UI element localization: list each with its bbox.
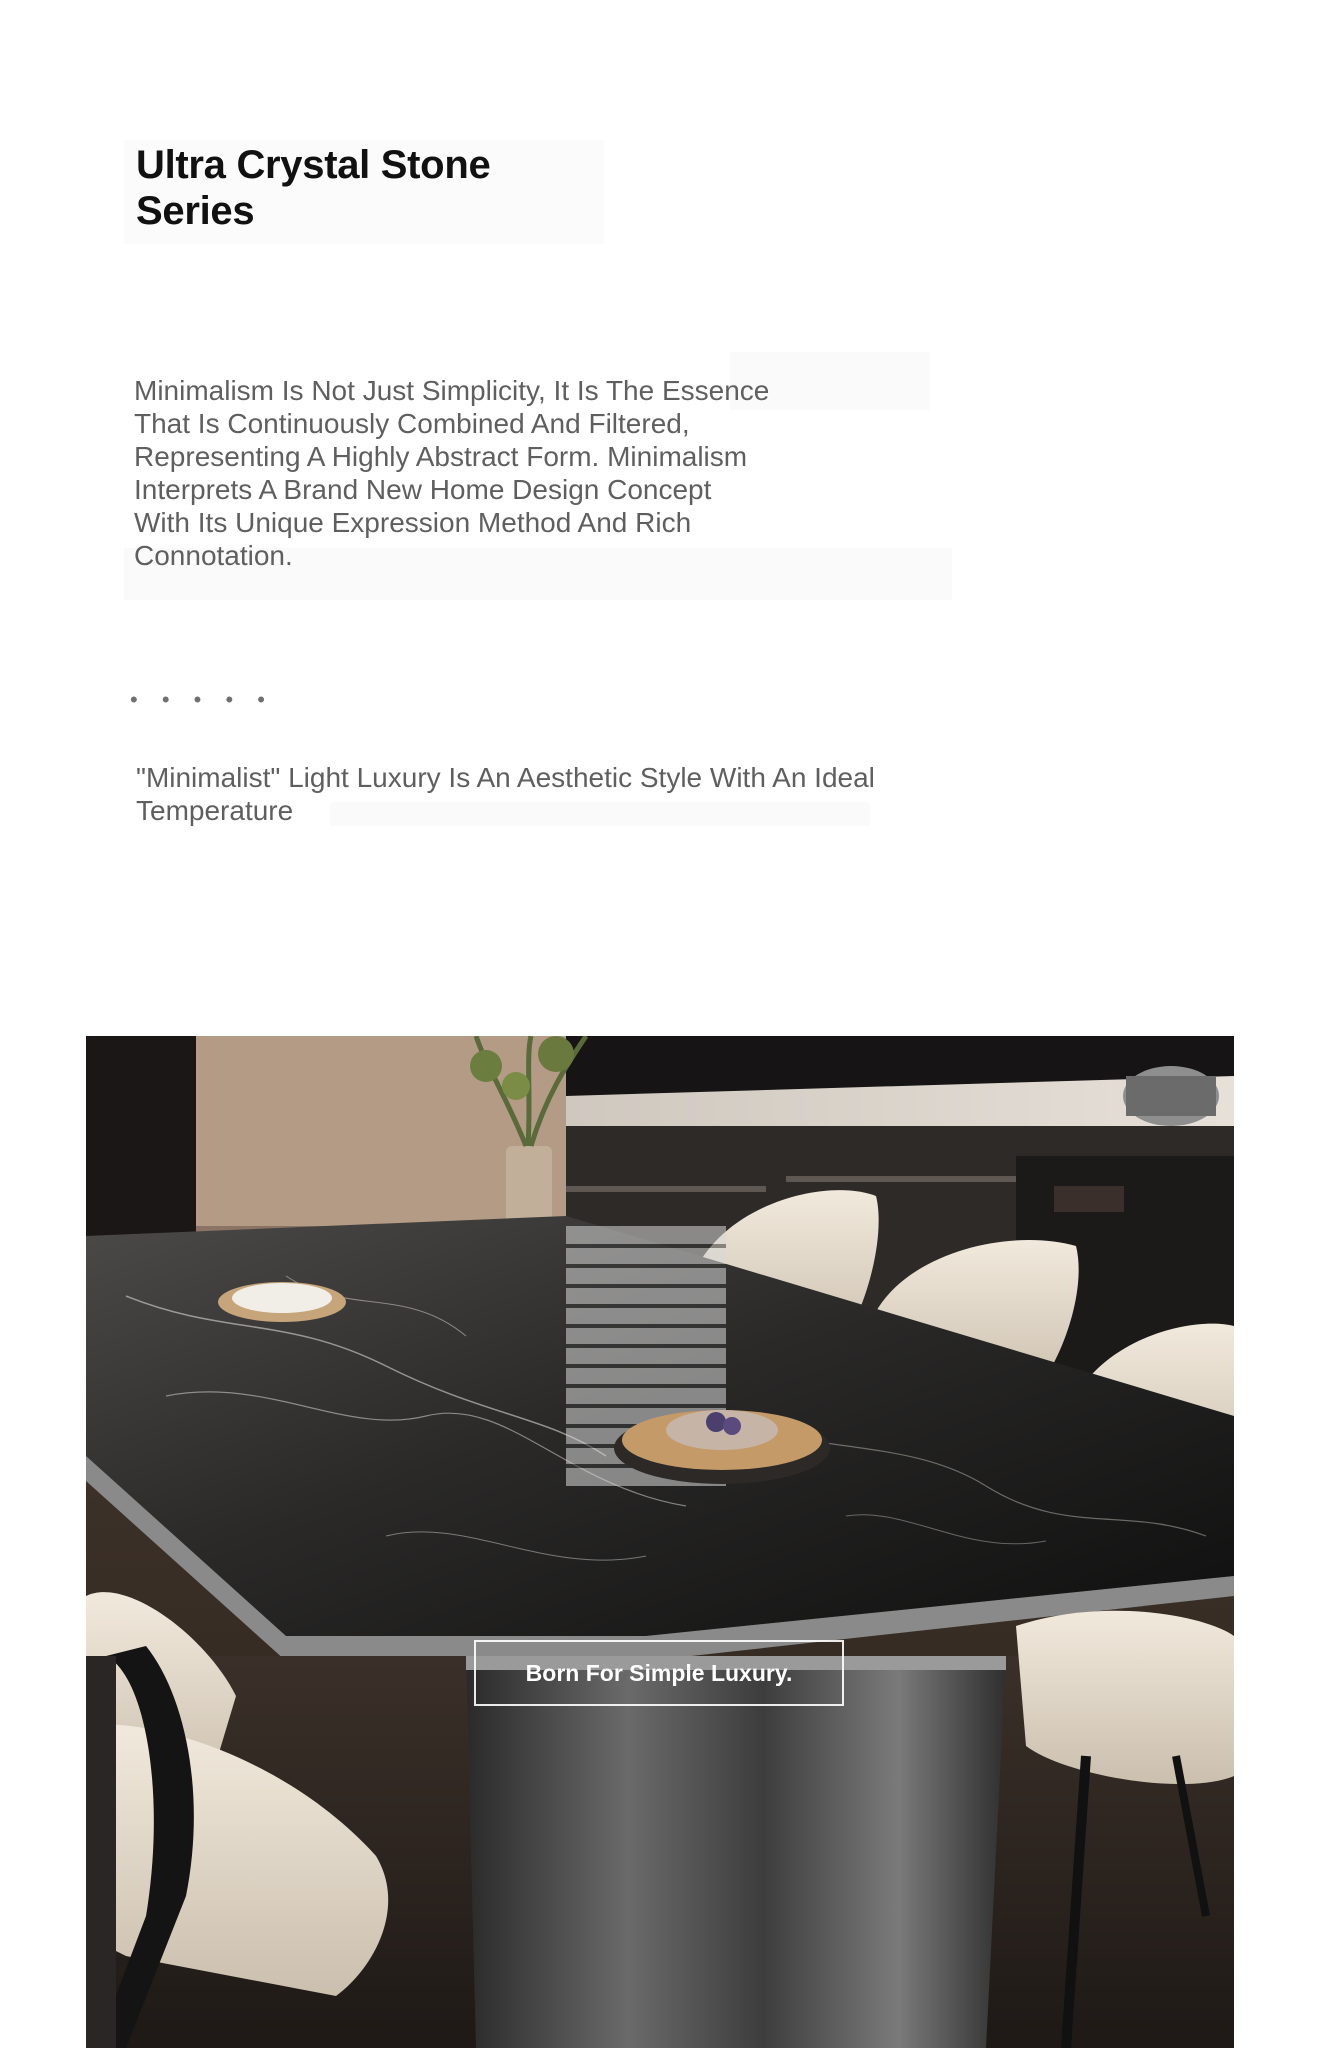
divider-dots: • • • • •: [130, 687, 274, 712]
hero-image: [86, 1036, 1234, 2048]
born-for-simple-luxury-button[interactable]: Born For Simple Luxury.: [474, 1640, 844, 1706]
intro-description: Minimalism Is Not Just Simplicity, It Is The Essence That Is Continuously Combined And Filtered, Representing A Highly Abstract Form. Minimalism Interprets A Brand New Home Design Concept With Its Unique Expression Method And Rich Connotation.: [134, 375, 770, 571]
page-title: Ultra Crystal Stone Series: [136, 143, 491, 233]
subheading: "Minimalist" Light Luxury Is An Aesthetic Style With An Ideal Temperature: [136, 762, 875, 826]
kitchen-island-photo: [86, 1036, 1234, 2048]
